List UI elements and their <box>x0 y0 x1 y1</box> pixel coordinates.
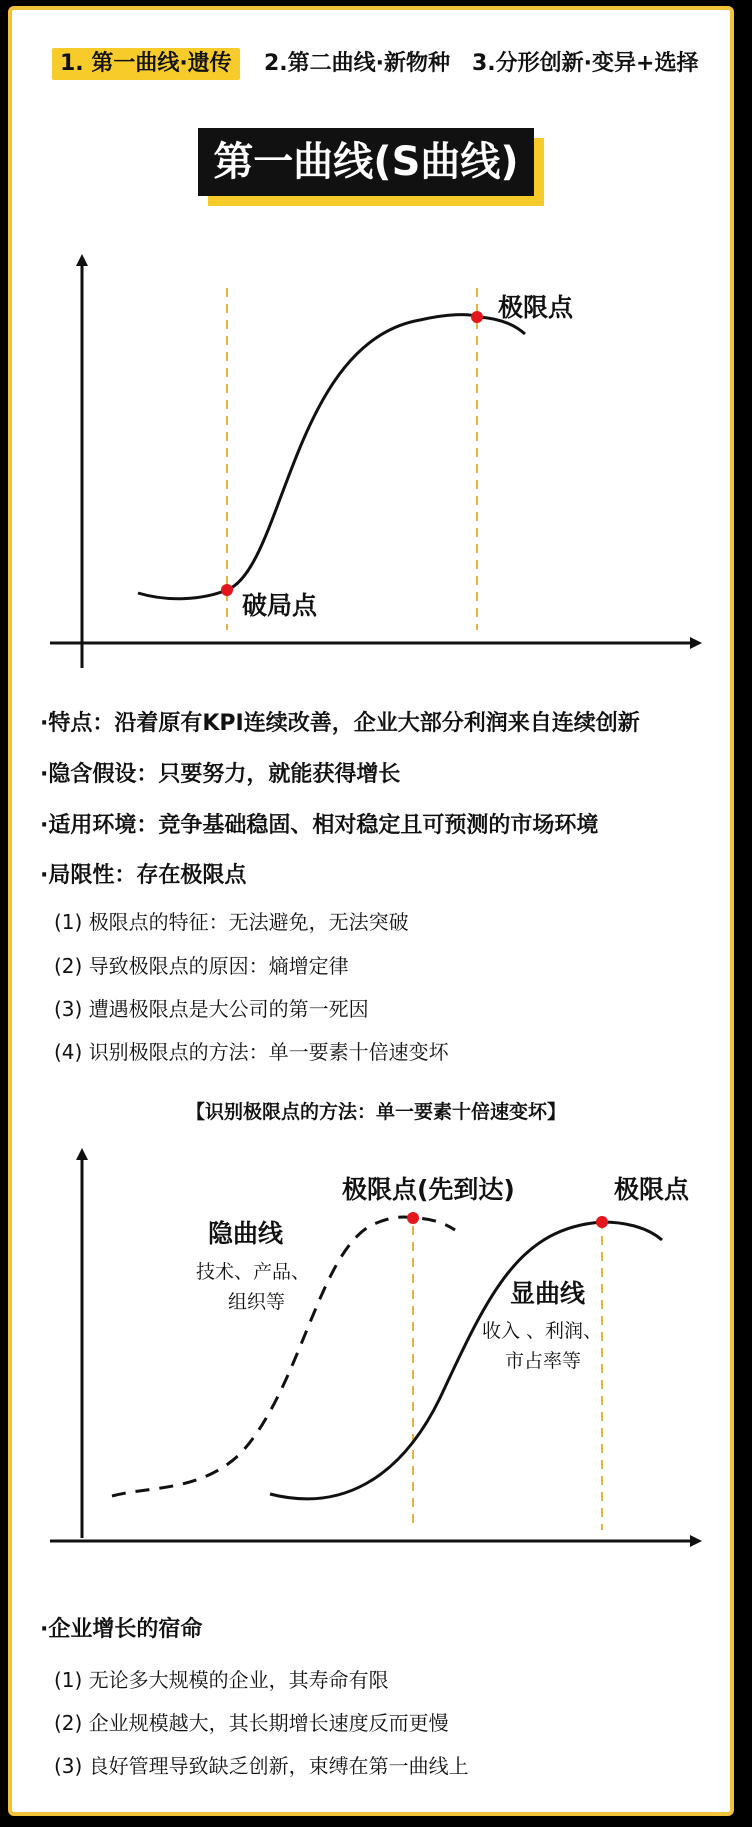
destiny-item: (2) 企业规模越大，其长期增长速度反而更慢 <box>54 1711 449 1735</box>
limit-point-item: (4) 识别极限点的方法：单一要素十倍速变坏 <box>54 1040 449 1064</box>
limit-point-item: (3) 遭遇极限点是大公司的第一死因 <box>54 997 369 1021</box>
second-limit-marker <box>596 1216 608 1228</box>
s-curve <box>138 315 525 599</box>
visible-curve-desc: 收入 、利润、 <box>482 1320 603 1342</box>
limit-point-label: 极限点 <box>498 293 574 322</box>
hidden-curve-desc: 技术、产品、 <box>196 1261 311 1283</box>
section-tabs <box>44 44 732 84</box>
break-point-marker <box>221 584 233 596</box>
visible-curve-title: 显曲线 <box>510 1279 586 1308</box>
feature-item: ·特点：沿着原有KPI连续改善，企业大部分利润来自连续创新 <box>40 711 640 736</box>
page-title: 第一曲线(S曲线) <box>198 128 534 196</box>
visible-curve-desc: 市占率等 <box>505 1350 582 1372</box>
feature-item: ·局限性：存在极限点 <box>40 863 247 888</box>
hidden-curve-title: 隐曲线 <box>208 1219 284 1248</box>
tab-fractal-innovation[interactable]: 3.分形创新·变异+选择 <box>472 51 699 76</box>
tab-first-curve[interactable]: 1. 第一曲线·遗传 <box>52 48 240 80</box>
hidden-curve-desc: 组织等 <box>228 1291 286 1313</box>
hidden-visible-curve-diagram <box>0 1140 752 1560</box>
destiny-item: (3) 良好管理导致缺乏创新，束缚在第一曲线上 <box>54 1754 469 1778</box>
visible-curve <box>270 1222 662 1499</box>
break-point-label: 破局点 <box>242 591 318 620</box>
tab-second-curve[interactable]: 2.第二曲线·新物种 <box>264 51 451 76</box>
feature-item: ·隐含假设：只要努力，就能获得增长 <box>40 762 401 787</box>
s-curve-diagram <box>0 250 752 690</box>
limit-point-item: (2) 导致极限点的原因：熵增定律 <box>54 954 349 978</box>
second-limit-label: 极限点 <box>614 1175 690 1204</box>
limit-point-item: (1) 极限点的特征：无法避免，无法突破 <box>54 910 409 934</box>
first-limit-label: 极限点(先到达) <box>342 1175 515 1204</box>
limit-point-marker <box>471 311 483 323</box>
destiny-item: (1) 无论多大规模的企业，其寿命有限 <box>54 1668 389 1692</box>
destiny-heading: ·企业增长的宿命 <box>40 1617 203 1642</box>
first-limit-marker <box>407 1212 419 1224</box>
feature-item: ·适用环境：竞争基础稳固、相对稳定且可预测的市场环境 <box>40 813 599 838</box>
diagram-caption: 【识别极限点的方法：单一要素十倍速变坏】 <box>185 1101 566 1123</box>
